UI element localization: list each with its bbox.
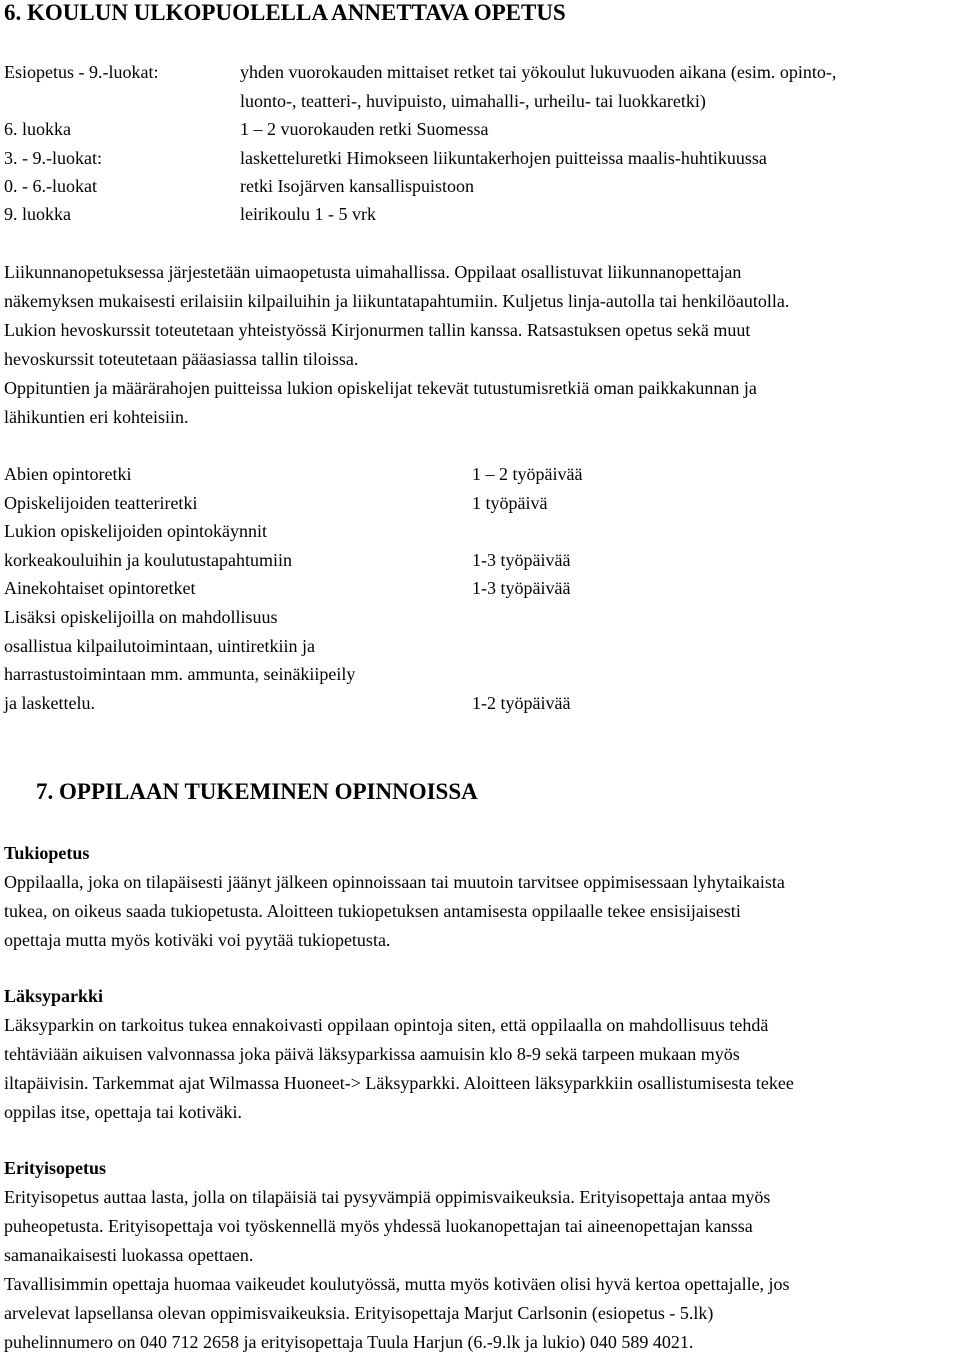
section-7-title: 7. OPPILAAN TUKEMINEN OPINNOISSA (36, 779, 478, 804)
table-row-label: Opiskelijoiden teatteriretki (4, 493, 198, 513)
trip-label: 3. - 9.-luokat: (4, 148, 102, 168)
section-6-title: 6. KOULUN ULKOPUOLELLA ANNETTAVA OPETUS (4, 0, 566, 25)
text-line: puheopetusta. Erityisopettaja voi työskennellä myös yhdessä luokanopettajan tai aineenopettajan kanssa (4, 1216, 753, 1236)
table-row-label: ja laskettelu. (4, 693, 95, 713)
text-line: arvelevat lapsellansa olevan oppimisvaikeuksia. Erityisopettaja Marjut Carlsonin (esiopetus - 5.lk) (4, 1303, 714, 1323)
table-row-label: korkeakouluihin ja koulutustapahtumiin (4, 550, 292, 570)
text-line: Oppituntien ja määrärahojen puitteissa lukion opiskelijat tekevät tutustumisretkiä oman paikkakunnan ja (4, 378, 757, 398)
trip-label: 0. - 6.-luokat (4, 176, 97, 196)
text-line: Tavallisimmin opettaja huomaa vaikeudet koulutyössä, mutta myös kotiväen olisi hyvä kertoa opettajalle, jos (4, 1274, 790, 1294)
table-row-label: Ainekohtaiset opintoretket (4, 578, 196, 598)
table-row-label: Abien opintoretki (4, 464, 132, 484)
table-row-value: 1-3 työpäivää (472, 550, 571, 570)
subsection-heading: Tukiopetus (4, 843, 90, 863)
text-line: tukea, on oikeus saada tukiopetusta. Aloitteen tukiopetuksen antamisesta oppilaalle tekee ensisijaisesti (4, 901, 741, 921)
trip-label: Esiopetus - 9.-luokat: (4, 62, 159, 82)
table-row-label: harrastustoimintaan mm. ammunta, seinäkiipeily (4, 664, 356, 684)
text-line: lähikuntien eri kohteisiin. (4, 407, 189, 427)
trip-desc: 1 – 2 vuorokauden retki Suomessa (240, 119, 489, 139)
trip-desc: retki Isojärven kansallispuistoon (240, 176, 474, 196)
text-line: näkemyksen mukaisesti erilaisiin kilpailuihin ja liikuntatapahtumiin. Kuljetus linja-autolla tai henkilöautolla. (4, 291, 790, 311)
text-line: Lukion hevoskurssit toteutetaan yhteistyössä Kirjonurmen tallin kanssa. Ratsastuksen opetus sekä muut (4, 320, 751, 340)
table-row-value: 1-3 työpäivää (472, 578, 571, 598)
table-row-label: osallistua kilpailutoimintaan, uintiretkiin ja (4, 636, 315, 656)
trip-label: 6. luokka (4, 119, 71, 139)
table-row-label: Lukion opiskelijoiden opintokäynnit (4, 521, 267, 541)
text-line: hevoskurssit toteutetaan pääasiassa tallin tiloissa. (4, 349, 359, 369)
table-row-value: 1 – 2 työpäivää (472, 464, 583, 484)
erityisopetus-section (4, 1154, 954, 1357)
tukiopetus-section (4, 839, 954, 955)
text-line: oppilas itse, opettaja tai kotiväki. (4, 1102, 242, 1122)
table-row-value: 1-2 työpäivää (472, 693, 571, 713)
text-line: iltapäivisin. Tarkemmat ajat Wilmassa Huoneet-> Läksyparkki. Aloitteen läksyparkkiin osallistumisesta tekee (4, 1073, 794, 1093)
subsection-heading: Erityisopetus (4, 1158, 107, 1178)
text-line: samanaikaisesti luokassa opettaen. (4, 1245, 254, 1265)
text-line: opettaja mutta myös kotiväki voi pyytää tukiopetusta. (4, 930, 391, 950)
trip-desc: leirikoulu 1 - 5 vrk (240, 204, 376, 224)
table-row-value: 1 työpäivä (472, 493, 548, 513)
trip-desc: lasketteluretki Himokseen liikuntakerhojen puitteissa maalis-huhtikuussa (240, 148, 767, 168)
trip-label: 9. luokka (4, 204, 71, 224)
trip-desc: yhden vuorokauden mittaiset retket tai yökoulut lukuvuoden aikana (esim. opinto-, (240, 62, 837, 82)
text-line: tehtäviään aikuisen valvonnassa joka päivä läksyparkissa aamuisin klo 8-9 sekä tarpeen mukaan myös (4, 1044, 740, 1064)
text-line: Erityisopetus auttaa lasta, jolla on tilapäisiä tai pysyvämpiä oppimisvaikeuksia. Erityisopettaja antaa myös (4, 1187, 771, 1207)
text-line: puhelinnumero on 040 712 2658 ja erityisopettaja Tuula Harjun (6.-9.lk ja lukio) 040 589 4021. (4, 1332, 694, 1352)
activities-paragraph (4, 258, 954, 432)
laksyparkki-section (4, 982, 954, 1127)
trip-desc: luonto-, teatteri-, huvipuisto, uimahalli-, urheilu- tai luokkaretki) (240, 91, 706, 111)
text-line: Liikunnanopetuksessa järjestetään uimaopetusta uimahallissa. Oppilaat osallistuvat liikunnanopettajan (4, 262, 742, 282)
text-line: Läksyparkin on tarkoitus tukea ennakoivasti oppilaan opintoja siten, että oppilaalla on mahdollisuus tehdä (4, 1015, 769, 1035)
subsection-heading: Läksyparkki (4, 986, 104, 1006)
text-line: Oppilaalla, joka on tilapäisesti jäänyt jälkeen opinnoissaan tai muutoin tarvitsee oppimisessaan lyhytaikaista (4, 872, 785, 892)
table-row-label: Lisäksi opiskelijoilla on mahdollisuus (4, 607, 278, 627)
